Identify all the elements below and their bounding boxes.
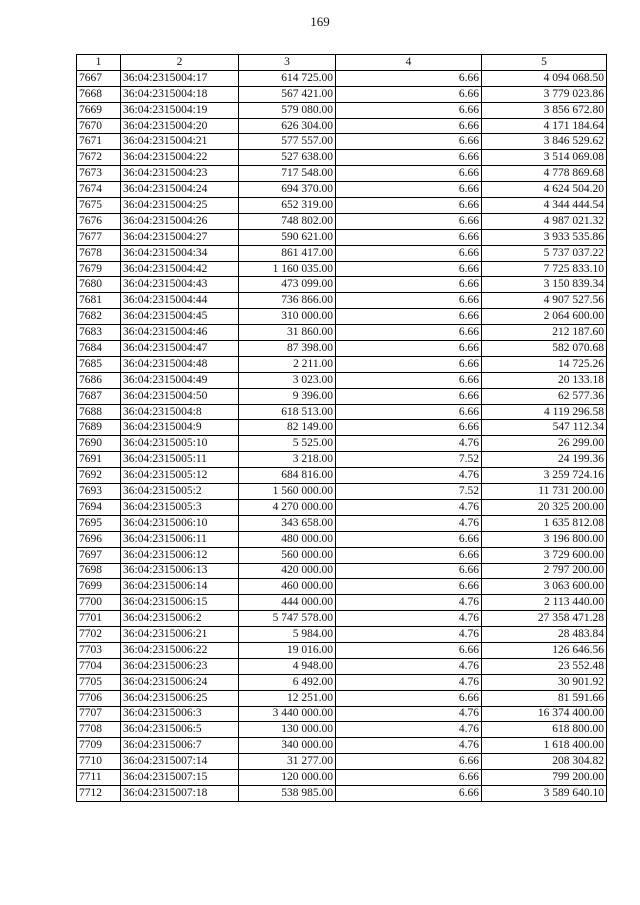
row-number-cell: 7675 [77, 198, 121, 214]
row-number-cell: 7704 [77, 658, 121, 674]
rate-cell: 6.66 [336, 70, 482, 86]
value-cell: 736 866.00 [239, 293, 336, 309]
value-cell: 626 304.00 [239, 118, 336, 134]
table-row [77, 356, 607, 372]
total-cell: 4 987 021.32 [482, 213, 607, 229]
row-number-cell: 7707 [77, 706, 121, 722]
rate-cell: 7.52 [336, 484, 482, 500]
cadastral-number-cell: 36:04:2315006:14 [121, 579, 239, 595]
row-number-cell: 7710 [77, 754, 121, 770]
rate-cell: 4.76 [336, 468, 482, 484]
row-number-cell: 7701 [77, 611, 121, 627]
total-cell: 3 779 023.86 [482, 86, 607, 102]
table-row [77, 325, 607, 341]
row-number-cell: 7669 [77, 102, 121, 118]
row-number-cell: 7705 [77, 674, 121, 690]
cadastral-number-cell: 36:04:2315006:15 [121, 595, 239, 611]
cadastral-number-cell: 36:04:2315007:18 [121, 785, 239, 801]
row-number-cell: 7674 [77, 182, 121, 198]
table-row [77, 118, 607, 134]
rate-cell: 6.66 [336, 372, 482, 388]
rate-cell: 6.66 [336, 293, 482, 309]
cadastral-number-cell: 36:04:2315004:9 [121, 420, 239, 436]
row-number-cell: 7678 [77, 245, 121, 261]
row-number-cell: 7691 [77, 452, 121, 468]
table-row [77, 515, 607, 531]
cadastral-number-cell: 36:04:2315004:18 [121, 86, 239, 102]
rate-cell: 6.66 [336, 86, 482, 102]
table-row [77, 182, 607, 198]
row-number-cell: 7684 [77, 341, 121, 357]
table-row [77, 245, 607, 261]
row-number-cell: 7676 [77, 213, 121, 229]
total-cell: 3 150 839.34 [482, 277, 607, 293]
row-number-cell: 7681 [77, 293, 121, 309]
table-row [77, 468, 607, 484]
total-cell: 2 797 200.00 [482, 563, 607, 579]
cadastral-number-cell: 36:04:2315004:8 [121, 404, 239, 420]
cadastral-number-cell: 36:04:2315006:23 [121, 658, 239, 674]
total-cell: 4 778 869.68 [482, 166, 607, 182]
total-cell: 3 856 672.80 [482, 102, 607, 118]
table-row [77, 198, 607, 214]
rate-cell: 6.66 [336, 213, 482, 229]
row-number-cell: 7702 [77, 627, 121, 643]
total-cell: 799 200.00 [482, 770, 607, 786]
rate-cell: 6.66 [336, 166, 482, 182]
table-header-row [77, 55, 607, 71]
cadastral-number-cell: 36:04:2315004:43 [121, 277, 239, 293]
table-row [77, 531, 607, 547]
cadastral-number-cell: 36:04:2315006:3 [121, 706, 239, 722]
total-cell: 3 514 069.08 [482, 150, 607, 166]
rate-cell: 6.66 [336, 754, 482, 770]
value-cell: 538 985.00 [239, 785, 336, 801]
table-row [77, 770, 607, 786]
table-row [77, 563, 607, 579]
table-row [77, 452, 607, 468]
total-cell: 27 358 471.28 [482, 611, 607, 627]
total-cell: 23 552.48 [482, 658, 607, 674]
table-row [77, 627, 607, 643]
row-number-cell: 7682 [77, 309, 121, 325]
row-number-cell: 7711 [77, 770, 121, 786]
cadastral-number-cell: 36:04:2315004:44 [121, 293, 239, 309]
cadastral-number-cell: 36:04:2315006:11 [121, 531, 239, 547]
total-cell: 5 737 037.22 [482, 245, 607, 261]
total-cell: 11 731 200.00 [482, 484, 607, 500]
cadastral-number-cell: 36:04:2315004:19 [121, 102, 239, 118]
value-cell: 310 000.00 [239, 309, 336, 325]
rate-cell: 6.66 [336, 325, 482, 341]
row-number-cell: 7698 [77, 563, 121, 579]
value-cell: 684 816.00 [239, 468, 336, 484]
value-cell: 527 638.00 [239, 150, 336, 166]
total-cell: 3 196 800.00 [482, 531, 607, 547]
total-cell: 3 729 600.00 [482, 547, 607, 563]
total-cell: 1 635 812.08 [482, 515, 607, 531]
rate-cell: 6.66 [336, 134, 482, 150]
column-header: 3 [239, 55, 336, 71]
value-cell: 618 513.00 [239, 404, 336, 420]
cadastral-number-cell: 36:04:2315005:3 [121, 499, 239, 515]
rate-cell: 6.66 [336, 356, 482, 372]
rate-cell: 6.66 [336, 404, 482, 420]
value-cell: 1 160 035.00 [239, 261, 336, 277]
table-row [77, 70, 607, 86]
row-number-cell: 7686 [77, 372, 121, 388]
table-row [77, 372, 607, 388]
cadastral-number-cell: 36:04:2315006:21 [121, 627, 239, 643]
row-number-cell: 7688 [77, 404, 121, 420]
total-cell: 24 199.36 [482, 452, 607, 468]
cadastral-number-cell: 36:04:2315006:10 [121, 515, 239, 531]
cadastral-number-cell: 36:04:2315004:17 [121, 70, 239, 86]
cadastral-number-cell: 36:04:2315004:24 [121, 182, 239, 198]
cadastral-number-cell: 36:04:2315006:5 [121, 722, 239, 738]
row-number-cell: 7697 [77, 547, 121, 563]
value-cell: 4 948.00 [239, 658, 336, 674]
cadastral-number-cell: 36:04:2315004:34 [121, 245, 239, 261]
total-cell: 7 725 833.10 [482, 261, 607, 277]
cadastral-number-cell: 36:04:2315004:20 [121, 118, 239, 134]
value-cell: 560 000.00 [239, 547, 336, 563]
total-cell: 2 113 440.00 [482, 595, 607, 611]
table-row [77, 213, 607, 229]
cadastral-number-cell: 36:04:2315004:49 [121, 372, 239, 388]
row-number-cell: 7696 [77, 531, 121, 547]
table-row [77, 785, 607, 801]
table-row [77, 134, 607, 150]
cadastral-number-cell: 36:04:2315004:46 [121, 325, 239, 341]
total-cell: 3 589 640.10 [482, 785, 607, 801]
cadastral-number-cell: 36:04:2315004:22 [121, 150, 239, 166]
table-row [77, 579, 607, 595]
table-row [77, 595, 607, 611]
total-cell: 4 344 444.54 [482, 198, 607, 214]
table-row [77, 738, 607, 754]
row-number-cell: 7670 [77, 118, 121, 134]
table-row [77, 102, 607, 118]
row-number-cell: 7703 [77, 642, 121, 658]
row-number-cell: 7671 [77, 134, 121, 150]
rate-cell: 4.76 [336, 706, 482, 722]
value-cell: 3 023.00 [239, 372, 336, 388]
value-cell: 473 099.00 [239, 277, 336, 293]
row-number-cell: 7699 [77, 579, 121, 595]
rate-cell: 4.76 [336, 499, 482, 515]
table-row [77, 261, 607, 277]
value-cell: 567 421.00 [239, 86, 336, 102]
value-cell: 120 000.00 [239, 770, 336, 786]
rate-cell: 6.66 [336, 770, 482, 786]
row-number-cell: 7679 [77, 261, 121, 277]
value-cell: 87 398.00 [239, 341, 336, 357]
value-cell: 4 270 000.00 [239, 499, 336, 515]
total-cell: 4 094 068.50 [482, 70, 607, 86]
rate-cell: 6.66 [336, 277, 482, 293]
row-number-cell: 7685 [77, 356, 121, 372]
cadastral-number-cell: 36:04:2315005:12 [121, 468, 239, 484]
table-row [77, 754, 607, 770]
rate-cell: 7.52 [336, 452, 482, 468]
rate-cell: 6.66 [336, 531, 482, 547]
table-row [77, 309, 607, 325]
value-cell: 694 370.00 [239, 182, 336, 198]
row-number-cell: 7695 [77, 515, 121, 531]
column-header: 4 [336, 55, 482, 71]
cadastral-number-cell: 36:04:2315006:12 [121, 547, 239, 563]
total-cell: 208 304.82 [482, 754, 607, 770]
value-cell: 12 251.00 [239, 690, 336, 706]
cadastral-number-cell: 36:04:2315005:10 [121, 436, 239, 452]
rate-cell: 4.76 [336, 515, 482, 531]
row-number-cell: 7689 [77, 420, 121, 436]
total-cell: 126 646.56 [482, 642, 607, 658]
value-cell: 1 560 000.00 [239, 484, 336, 500]
value-cell: 460 000.00 [239, 579, 336, 595]
page-number: 169 [310, 14, 330, 29]
cadastral-number-cell: 36:04:2315005:2 [121, 484, 239, 500]
total-cell: 618 800.00 [482, 722, 607, 738]
cadastral-number-cell: 36:04:2315004:23 [121, 166, 239, 182]
table-row [77, 277, 607, 293]
value-cell: 5 747 578.00 [239, 611, 336, 627]
cadastral-number-cell: 36:04:2315006:25 [121, 690, 239, 706]
rate-cell: 4.76 [336, 436, 482, 452]
cadastral-number-cell: 36:04:2315004:26 [121, 213, 239, 229]
value-cell: 748 802.00 [239, 213, 336, 229]
value-cell: 3 218.00 [239, 452, 336, 468]
table-row [77, 86, 607, 102]
rate-cell: 4.76 [336, 722, 482, 738]
row-number-cell: 7708 [77, 722, 121, 738]
total-cell: 3 846 529.62 [482, 134, 607, 150]
total-cell: 4 119 296.58 [482, 404, 607, 420]
total-cell: 26 299.00 [482, 436, 607, 452]
table-row [77, 484, 607, 500]
table-row [77, 436, 607, 452]
cadastral-number-cell: 36:04:2315004:50 [121, 388, 239, 404]
value-cell: 343 658.00 [239, 515, 336, 531]
total-cell: 30 901.92 [482, 674, 607, 690]
value-cell: 579 080.00 [239, 102, 336, 118]
row-number-cell: 7692 [77, 468, 121, 484]
cadastral-number-cell: 36:04:2315004:45 [121, 309, 239, 325]
rate-cell: 6.66 [336, 388, 482, 404]
value-cell: 31 860.00 [239, 325, 336, 341]
total-cell: 582 070.68 [482, 341, 607, 357]
table-row [77, 547, 607, 563]
total-cell: 28 483.84 [482, 627, 607, 643]
value-cell: 577 557.00 [239, 134, 336, 150]
total-cell: 1 618 400.00 [482, 738, 607, 754]
value-cell: 420 000.00 [239, 563, 336, 579]
table-row [77, 341, 607, 357]
cadastral-number-cell: 36:04:2315006:13 [121, 563, 239, 579]
rate-cell: 6.66 [336, 198, 482, 214]
rate-cell: 4.76 [336, 738, 482, 754]
cadastral-number-cell: 36:04:2315007:14 [121, 754, 239, 770]
value-cell: 717 548.00 [239, 166, 336, 182]
column-header: 5 [482, 55, 607, 71]
rate-cell: 6.66 [336, 547, 482, 563]
row-number-cell: 7677 [77, 229, 121, 245]
total-cell: 3 259 724.16 [482, 468, 607, 484]
table-row [77, 404, 607, 420]
value-cell: 130 000.00 [239, 722, 336, 738]
cadastral-number-cell: 36:04:2315006:22 [121, 642, 239, 658]
table-row [77, 642, 607, 658]
total-cell: 62 577.36 [482, 388, 607, 404]
value-cell: 861 417.00 [239, 245, 336, 261]
total-cell: 4 907 527.56 [482, 293, 607, 309]
row-number-cell: 7709 [77, 738, 121, 754]
table-row [77, 293, 607, 309]
value-cell: 3 440 000.00 [239, 706, 336, 722]
rate-cell: 4.76 [336, 674, 482, 690]
cadastral-number-cell: 36:04:2315006:24 [121, 674, 239, 690]
value-cell: 5 525.00 [239, 436, 336, 452]
total-cell: 4 624 504.20 [482, 182, 607, 198]
row-number-cell: 7687 [77, 388, 121, 404]
total-cell: 20 325 200.00 [482, 499, 607, 515]
row-number-cell: 7700 [77, 595, 121, 611]
data-table [76, 54, 607, 802]
row-number-cell: 7668 [77, 86, 121, 102]
rate-cell: 6.66 [336, 150, 482, 166]
cadastral-number-cell: 36:04:2315004:42 [121, 261, 239, 277]
rate-cell: 6.66 [336, 309, 482, 325]
rate-cell: 6.66 [336, 118, 482, 134]
rate-cell: 6.66 [336, 245, 482, 261]
value-cell: 19 016.00 [239, 642, 336, 658]
rate-cell: 4.76 [336, 658, 482, 674]
cadastral-number-cell: 36:04:2315007:15 [121, 770, 239, 786]
rate-cell: 4.76 [336, 611, 482, 627]
table-row [77, 706, 607, 722]
total-cell: 547 112.34 [482, 420, 607, 436]
table-body [77, 70, 607, 801]
table-row [77, 658, 607, 674]
rate-cell: 6.66 [336, 563, 482, 579]
rate-cell: 6.66 [336, 102, 482, 118]
total-cell: 16 374 400.00 [482, 706, 607, 722]
table-row [77, 166, 607, 182]
table-row [77, 229, 607, 245]
value-cell: 652 319.00 [239, 198, 336, 214]
value-cell: 340 000.00 [239, 738, 336, 754]
row-number-cell: 7706 [77, 690, 121, 706]
cadastral-number-cell: 36:04:2315005:11 [121, 452, 239, 468]
rate-cell: 6.66 [336, 341, 482, 357]
value-cell: 82 149.00 [239, 420, 336, 436]
cadastral-number-cell: 36:04:2315004:48 [121, 356, 239, 372]
value-cell: 480 000.00 [239, 531, 336, 547]
rate-cell: 6.66 [336, 420, 482, 436]
cadastral-number-cell: 36:04:2315004:27 [121, 229, 239, 245]
rate-cell: 6.66 [336, 182, 482, 198]
row-number-cell: 7667 [77, 70, 121, 86]
total-cell: 20 133.18 [482, 372, 607, 388]
rate-cell: 6.66 [336, 229, 482, 245]
table-row [77, 499, 607, 515]
total-cell: 81 591.66 [482, 690, 607, 706]
row-number-cell: 7680 [77, 277, 121, 293]
value-cell: 9 396.00 [239, 388, 336, 404]
total-cell: 4 171 184.64 [482, 118, 607, 134]
cadastral-number-cell: 36:04:2315006:7 [121, 738, 239, 754]
value-cell: 31 277.00 [239, 754, 336, 770]
table-row [77, 690, 607, 706]
row-number-cell: 7690 [77, 436, 121, 452]
rate-cell: 4.76 [336, 595, 482, 611]
rate-cell: 6.66 [336, 690, 482, 706]
table-row [77, 611, 607, 627]
rate-cell: 4.76 [336, 627, 482, 643]
row-number-cell: 7694 [77, 499, 121, 515]
rate-cell: 6.66 [336, 642, 482, 658]
table-row [77, 722, 607, 738]
table-row [77, 674, 607, 690]
value-cell: 5 984.00 [239, 627, 336, 643]
value-cell: 614 725.00 [239, 70, 336, 86]
rate-cell: 6.66 [336, 785, 482, 801]
total-cell: 14 725.26 [482, 356, 607, 372]
total-cell: 3 933 535.86 [482, 229, 607, 245]
column-header: 2 [121, 55, 239, 71]
column-header: 1 [77, 55, 121, 71]
value-cell: 2 211.00 [239, 356, 336, 372]
table-row [77, 420, 607, 436]
row-number-cell: 7672 [77, 150, 121, 166]
cadastral-number-cell: 36:04:2315006:2 [121, 611, 239, 627]
rate-cell: 6.66 [336, 579, 482, 595]
row-number-cell: 7693 [77, 484, 121, 500]
total-cell: 3 063 600.00 [482, 579, 607, 595]
row-number-cell: 7712 [77, 785, 121, 801]
total-cell: 2 064 600.00 [482, 309, 607, 325]
row-number-cell: 7683 [77, 325, 121, 341]
table-row [77, 150, 607, 166]
total-cell: 212 187.60 [482, 325, 607, 341]
value-cell: 444 000.00 [239, 595, 336, 611]
row-number-cell: 7673 [77, 166, 121, 182]
value-cell: 590 621.00 [239, 229, 336, 245]
cadastral-number-cell: 36:04:2315004:21 [121, 134, 239, 150]
cadastral-number-cell: 36:04:2315004:47 [121, 341, 239, 357]
value-cell: 6 492.00 [239, 674, 336, 690]
table-row [77, 388, 607, 404]
cadastral-number-cell: 36:04:2315004:25 [121, 198, 239, 214]
rate-cell: 6.66 [336, 261, 482, 277]
